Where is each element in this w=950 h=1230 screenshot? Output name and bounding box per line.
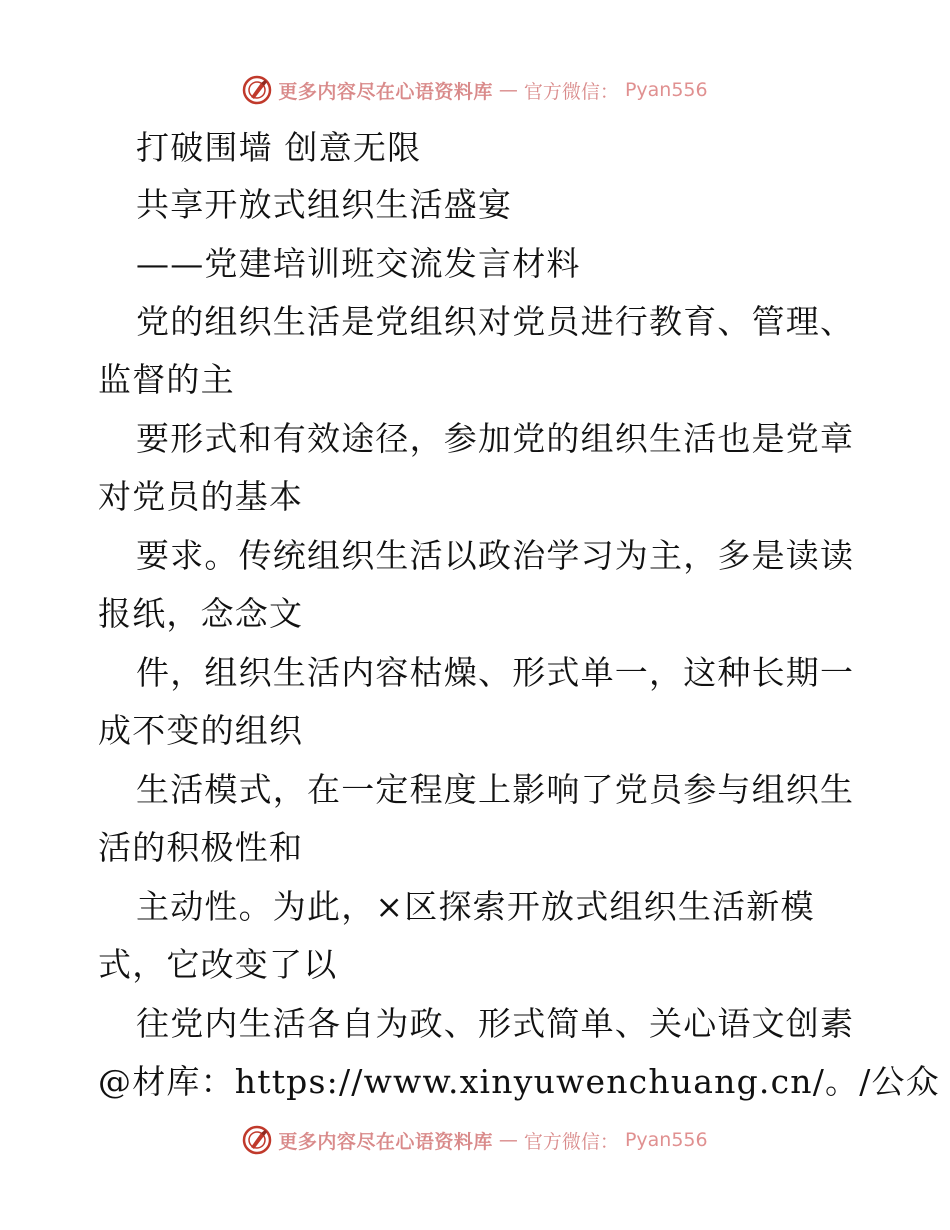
pen-nib-logo-icon <box>242 1125 272 1155</box>
document-title: 打破围墙 创意无限 <box>136 128 422 167</box>
watermark-brand: 更多内容尽在心语资料库 <box>278 80 493 103</box>
paragraph-line: 生活模式，在一定程度上影响了党员参与组织生 <box>136 770 855 809</box>
watermark-official-label: 官方微信： <box>523 1130 619 1153</box>
watermark-wechat-id: Pyan556 <box>624 1129 708 1151</box>
paragraph-line: 件，组织生活内容枯燥、形式单一，这种长期一 <box>136 653 855 692</box>
paragraph-line: 要求。传统组织生活以政治学习为主，多是读读 <box>136 536 855 575</box>
document-subtitle: 共享开放式组织生活盛宴 <box>136 185 513 224</box>
document-subtitle-note: ——党建培训班交流发言材料 <box>136 244 581 283</box>
paragraph-line: 党的组织生活是党组织对党员进行教育、管理、 <box>136 302 855 341</box>
paragraph-line: 对党员的基本 <box>98 477 304 516</box>
paragraph-line: 往党内生活各自为政、形式简单、关心语文创素 <box>136 1004 855 1043</box>
watermark-dash: — <box>498 79 518 101</box>
paragraph-line: 要形式和有效途径，参加党的组织生活也是党章 <box>136 419 855 458</box>
watermark-wechat-id: Pyan556 <box>624 79 708 101</box>
paragraph-line: 主动性。为此，×区探索开放式组织生活新模 <box>136 887 815 926</box>
watermark-dash: — <box>498 1129 518 1151</box>
watermark-footer <box>0 1122 950 1158</box>
paragraph-line: 报纸，念念文 <box>98 594 304 633</box>
paragraph-line: 监督的主 <box>98 360 235 399</box>
watermark-official-label: 官方微信： <box>523 80 619 103</box>
paragraph-line: 活的积极性和 <box>98 828 304 867</box>
paragraph-line: 式，它改变了以 <box>98 945 338 984</box>
watermark-brand: 更多内容尽在心语资料库 <box>278 1130 493 1153</box>
paragraph-line-url: @材库：https://www.xinyuwenchuang.cn/。/公众 <box>98 1062 940 1101</box>
paragraph-line: 成不变的组织 <box>98 711 304 750</box>
